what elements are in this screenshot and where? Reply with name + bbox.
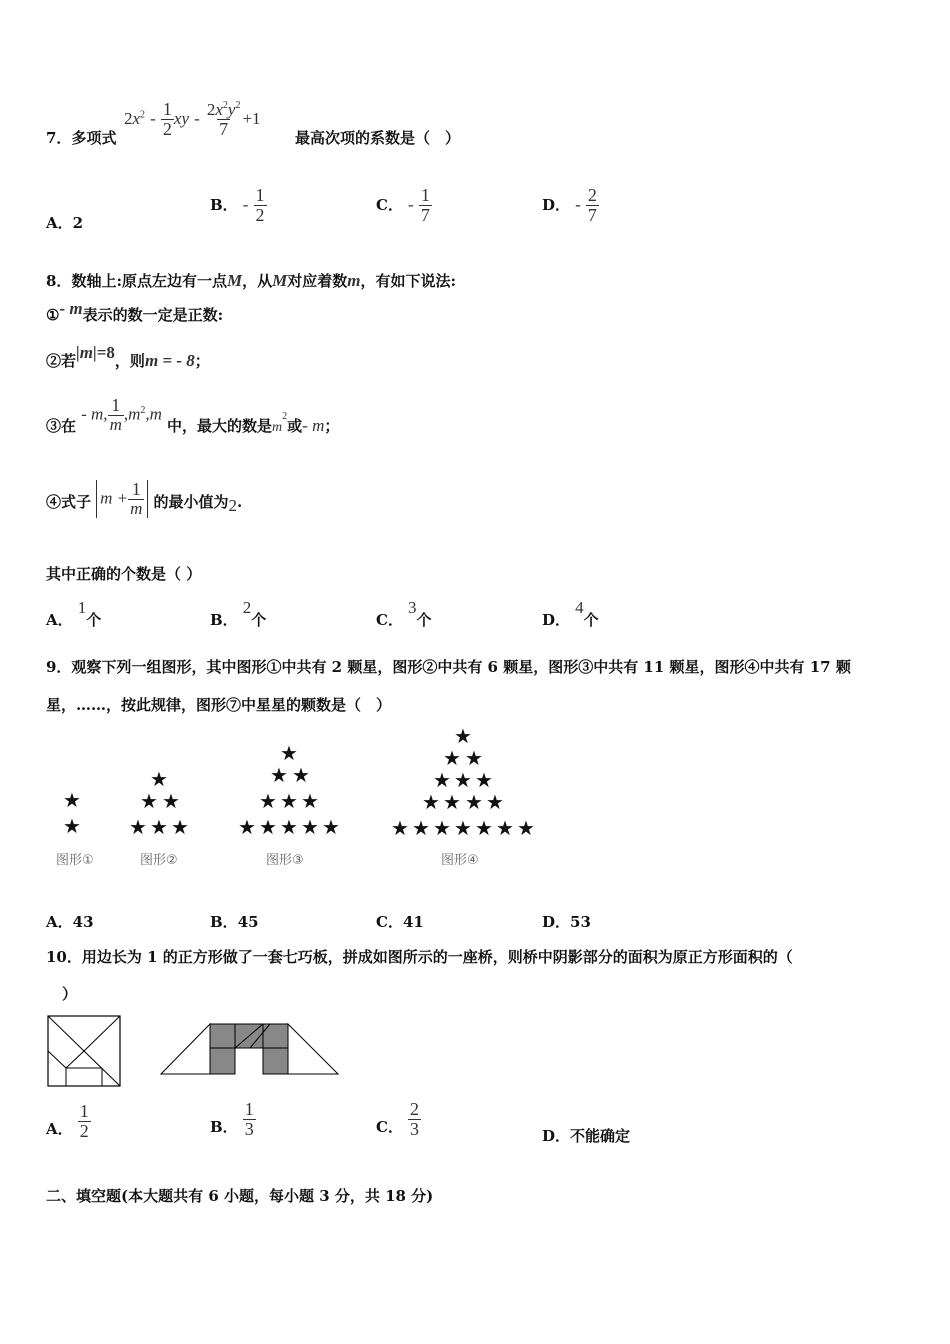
figure-caption: 图形④ xyxy=(441,853,479,868)
star-icon: ★ xyxy=(259,789,276,813)
star-icon: ★ xyxy=(422,790,439,814)
q8-question: 其中正确的个数是（ ） xyxy=(46,565,202,583)
star-icon: ★ xyxy=(280,789,297,813)
q7-suffix: 最高次项的系数是（ ） xyxy=(295,129,461,147)
q8-statement-4: ④式子 m + $\frac{1}{m}$ 的最小值为2. xyxy=(46,479,243,518)
q7-option-d[interactable]: D． - $\frac{2}{7}$ xyxy=(542,185,597,225)
tangram-square-figure xyxy=(47,1015,121,1087)
q8-stem: 8．数轴上:原点左边有一点M，从M对应着数m，有如下说法: xyxy=(46,271,457,290)
star-icon: ★ xyxy=(454,724,471,748)
star-icon: ★ xyxy=(270,763,287,787)
star-icon: ★ xyxy=(301,789,318,813)
q9-stem-line2: 星，……，按此规律，图形⑦中星星的颗数是（ ） xyxy=(46,696,392,714)
q9-option-c[interactable]: C．41 xyxy=(376,913,424,931)
star-icon: ★ xyxy=(162,789,179,813)
star-icon: ★ xyxy=(280,815,297,839)
star-icon: ★ xyxy=(259,815,276,839)
tangram-bridge-figure xyxy=(160,1022,340,1076)
star-icon: ★ xyxy=(486,790,503,814)
figure-caption: 图形③ xyxy=(266,853,304,868)
q10-stem-line1: 10．用边长为 1 的正方形做了一套七巧板，拼成如图所示的一座桥，则桥中阴影部分的面积为原正方形面积的（ xyxy=(46,948,793,966)
q8-option-a[interactable]: A． 1个 xyxy=(46,598,102,629)
star-icon: ★ xyxy=(292,763,309,787)
star-icon: ★ xyxy=(322,815,339,839)
star-icon: ★ xyxy=(171,815,188,839)
q10-stem-line2: ） xyxy=(62,985,78,1003)
q8-option-b[interactable]: B． 2个 xyxy=(210,598,267,629)
star-icon: ★ xyxy=(454,768,471,792)
star-icon: ★ xyxy=(412,816,429,840)
star-icon: ★ xyxy=(238,815,255,839)
q7-option-c[interactable]: C． - $\frac{1}{7}$ xyxy=(376,185,430,225)
star-icon: ★ xyxy=(280,741,297,765)
absolute-value-bars: m + $\frac{1}{m}$ xyxy=(96,480,148,518)
q10-option-b[interactable]: B． $\frac{1}{3}$ xyxy=(210,1099,254,1139)
q7-frac-term3: $\frac{2x^2y^2}{7}$ xyxy=(206,100,241,139)
q10-option-d[interactable]: D．不能确定 xyxy=(542,1127,631,1145)
star-icon: ★ xyxy=(454,816,471,840)
figure-caption: 图形① xyxy=(56,853,94,868)
star-icon: ★ xyxy=(150,767,167,791)
q7-frac-half: $\frac{1}{2}$ xyxy=(162,99,172,139)
q7-polynomial: $2x^2$ - $\frac{1}{2}$ xy - $\frac{2x^2y^2}{7}$ +1 xyxy=(124,99,261,139)
star-icon: ★ xyxy=(301,815,318,839)
figure-caption: 图形② xyxy=(140,853,178,868)
q7-option-b[interactable]: B． - $\frac{1}{2}$ xyxy=(210,185,265,225)
q8-statement-3: ③在 - m, $\frac{1}{m}$ $,m^2,m$ 中，最大的数是$m^2$或- m； xyxy=(46,395,340,436)
q10-option-c[interactable]: C． $\frac{2}{3}$ xyxy=(376,1099,420,1139)
star-icon: ★ xyxy=(63,788,80,812)
star-icon: ★ xyxy=(443,790,460,814)
q8-option-c[interactable]: C． 3个 xyxy=(376,598,432,629)
q8-statement-2: ②若|m|=8，则m = - 8； xyxy=(46,343,210,370)
q9-option-d[interactable]: D．53 xyxy=(542,913,591,931)
star-icon: ★ xyxy=(475,768,492,792)
star-icon: ★ xyxy=(465,746,482,770)
section-heading: 二、填空题(本大题共有 6 小题，每小题 3 分，共 18 分) xyxy=(46,1187,434,1205)
question-number: 7． xyxy=(46,129,72,147)
star-icon: ★ xyxy=(140,789,157,813)
star-icon: ★ xyxy=(443,746,460,770)
q7-option-a[interactable]: A．2 xyxy=(46,214,84,232)
q8-option-d[interactable]: D． 4个 xyxy=(542,598,599,629)
star-icon: ★ xyxy=(63,814,80,838)
q9-option-a[interactable]: A．43 xyxy=(46,913,94,931)
q10-option-a[interactable]: A． $\frac{1}{2}$ xyxy=(46,1101,89,1141)
star-icon: ★ xyxy=(433,768,450,792)
star-icon: ★ xyxy=(150,815,167,839)
star-icon: ★ xyxy=(129,815,146,839)
star-icon: ★ xyxy=(433,816,450,840)
q8-statement-1: ①- m表示的数一定是正数: xyxy=(46,299,224,324)
star-icon: ★ xyxy=(475,816,492,840)
q7-prefix: 多项式 xyxy=(71,129,117,147)
star-icon: ★ xyxy=(517,816,534,840)
q9-stem-line1: 9．观察下列一组图形，其中图形①中共有 2 颗星，图形②中共有 6 颗星，图形③中共有 11 颗星，图形④中共有 17 颗 xyxy=(46,658,851,676)
star-icon: ★ xyxy=(496,816,513,840)
q7-stem xyxy=(46,127,116,148)
star-icon: ★ xyxy=(465,790,482,814)
star-icon: ★ xyxy=(391,816,408,840)
q9-option-b[interactable]: B．45 xyxy=(210,913,259,931)
